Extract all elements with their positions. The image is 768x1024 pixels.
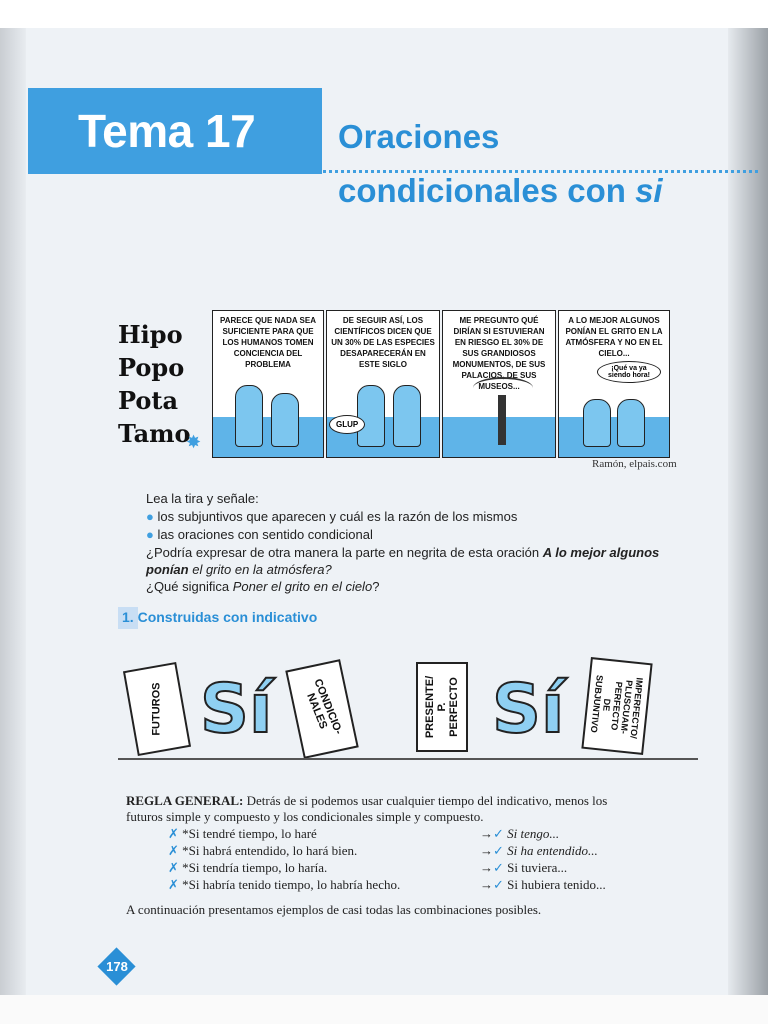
page-number: 178 [106, 959, 128, 974]
bullet-item [146, 509, 517, 524]
comic-panel-3 [442, 310, 556, 458]
panel-caption: PARECE QUE NADA SEA SUFICIENTE PARA QUE LOS HUMANOS TOMEN CONCIENCIA DEL PROBLEMA [219, 316, 316, 369]
hippo-character [583, 399, 611, 447]
question-1-cont [146, 562, 332, 577]
title-italic: si [635, 172, 663, 209]
page-number-badge [98, 948, 136, 986]
example-text: *Si tendría tiempo, lo haría. [182, 860, 328, 875]
comic-panel-4 [558, 310, 670, 458]
rule-text: Detrás de si podemos usar cualquier tiempo del indicativo, menos los [243, 793, 608, 808]
rule-label: REGLA GENERAL: [126, 793, 244, 808]
sign-presente [416, 662, 468, 752]
question-text: ¿Qué significa [146, 579, 233, 594]
panel-ground [559, 417, 669, 457]
wrong-example [168, 877, 400, 893]
question-1 [146, 545, 659, 560]
bullet-item [146, 527, 373, 542]
example-text: Si hubiera tenido... [507, 877, 606, 892]
arrow-icon: → [480, 826, 493, 841]
question-bold: ponían [146, 562, 189, 577]
example-text: Si tengo... [507, 826, 560, 841]
hippo-character [235, 385, 263, 447]
cross-icon: ✗ [168, 827, 179, 842]
sign-futuros [123, 662, 191, 756]
logo-line: Tamo [118, 419, 191, 448]
si-character: Sí [492, 670, 565, 749]
bullet-icon: ● [146, 509, 154, 524]
wrong-example [168, 826, 317, 842]
panel-caption: DE SEGUIR ASÍ, LOS CIENTÍFICOS DICEN QUE UN 30% DE LAS ESPECIES DESAPARECERÁN EN ESTE SIGLO [331, 316, 435, 369]
check-icon: ✓ [493, 861, 504, 876]
wrong-example [168, 843, 357, 859]
tree-drawing [498, 395, 506, 445]
panel-caption: A LO MEJOR ALGUNOS PONÍAN EL GRITO EN LA ATMÓSFERA Y NO EN EL CIELO... [565, 316, 663, 358]
question-italic: el grito en la atmósfera? [188, 562, 332, 577]
section-heading [122, 609, 317, 625]
rule-line-1 [126, 793, 607, 809]
panel-caption: ME PREGUNTO QUÉ DIRÍAN SI ESTUVIERAN EN RIESGO EL 30% DE SUS GRANDIOSOS MONUMENTOS, DE SUS PALACIOS, DE SUS MUSEOS... [452, 316, 546, 391]
scan-margin-bottom [0, 995, 768, 1024]
example-text: *Si habrá entendido, lo hará bien. [182, 843, 358, 858]
wrong-example [168, 860, 327, 876]
example-text: Si tuviera... [507, 860, 568, 875]
title-text: condicionales con [338, 172, 636, 209]
cross-icon: ✗ [168, 861, 179, 876]
comic-strip [212, 310, 670, 458]
check-icon: ✓ [493, 844, 504, 859]
sign-label: FUTUROS [151, 682, 164, 736]
intro-line: Lea la tira y señale: [146, 491, 259, 506]
section-number: 1. [122, 609, 134, 625]
check-icon: ✓ [493, 827, 504, 842]
arrow-icon: → [480, 860, 493, 875]
example-text: Si ha entendido... [507, 843, 598, 858]
closing-line: A continuación presentamos ejemplos de casi todas las combinaciones posibles. [126, 902, 542, 917]
question-text: ¿Podría expresar de otra manera la parte en negrita de esta oración [146, 545, 543, 560]
right-example [480, 826, 559, 842]
sign-label: IMPERFECTO/ PLUSCUAM-PERFECTO DE SUBJUNTIVO [589, 674, 646, 740]
bullet-text: las oraciones con sentido condicional [157, 527, 373, 542]
sign-condicionales [285, 659, 358, 759]
right-example [480, 843, 598, 859]
sign-imperfecto [581, 657, 652, 755]
arrow-icon: → [480, 877, 493, 892]
speech-bubble: GLUP [329, 415, 365, 434]
right-example [480, 877, 606, 893]
comic-panel-1 [212, 310, 324, 458]
bullet-text: los subjuntivos que aparecen y cuál es la razón de los mismos [157, 509, 518, 524]
logo-line: Popo [118, 353, 185, 382]
page-title-line2 [338, 172, 663, 210]
section-title: Construidas con indicativo [137, 609, 318, 625]
page-gutter-shadow [0, 28, 26, 995]
sign-label: CONDICIO-NALES [303, 677, 345, 737]
hippo-character [617, 399, 645, 447]
si-character: Sí [200, 670, 273, 749]
tree-canopy [473, 377, 533, 399]
comic-credit: Ramón, elpais.com [592, 458, 677, 470]
sign-label: PRESENTE/ P. PERFECTO [424, 675, 461, 739]
page-edge-shadow [728, 28, 768, 995]
cartoon-floor [118, 758, 698, 760]
rule-line-2: futuros simple y compuesto y los condicionales simple y compuesto. [126, 809, 484, 824]
question-end: ? [372, 579, 380, 594]
example-text: *Si tendré tiempo, lo haré [182, 826, 317, 841]
cross-icon: ✗ [168, 844, 179, 859]
example-text: *Si habría tenido tiempo, lo habría hecho. [182, 877, 401, 892]
cross-icon: ✗ [168, 878, 179, 893]
question-italic: Poner el grito en el cielo [232, 579, 373, 594]
si-cartoon [118, 652, 698, 764]
hippo-character [271, 393, 299, 447]
panel-ground [213, 417, 323, 457]
comic-panel-2 [326, 310, 440, 458]
hippo-character [357, 385, 385, 447]
logo-line: Pota [118, 386, 179, 415]
logo-line: Hipo [118, 320, 183, 349]
question-bold: A lo mejor algunos [542, 545, 660, 560]
arrow-icon: → [480, 843, 493, 858]
right-example [480, 860, 567, 876]
check-icon: ✓ [493, 878, 504, 893]
hippo-character [393, 385, 421, 447]
question-2 [146, 579, 379, 594]
star-icon: ✸ [186, 432, 202, 452]
scan-margin-top [0, 0, 768, 28]
page-title-line1: Oraciones [338, 118, 500, 155]
speech-bubble: ¡Qué va ya siendo hora! [597, 361, 661, 383]
theme-label: Tema 17 [78, 105, 256, 157]
bullet-icon: ● [146, 527, 154, 542]
